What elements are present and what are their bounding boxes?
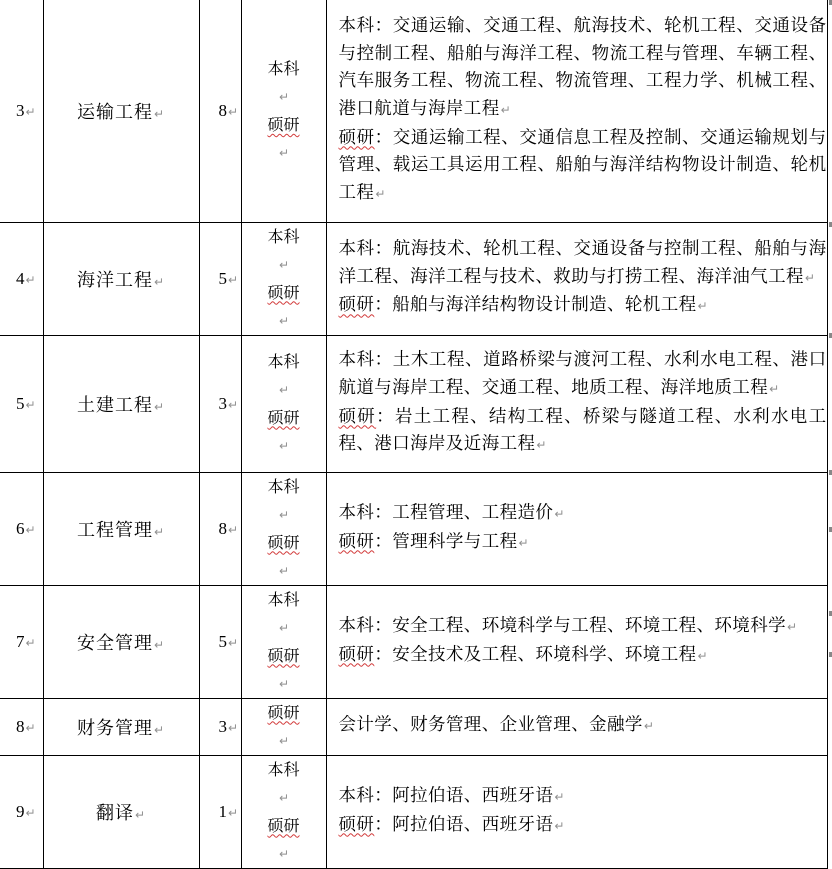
paragraph-mark-icon: ↵ xyxy=(228,805,239,820)
row-number: 4 xyxy=(16,268,25,288)
majors-paragraph xyxy=(339,13,827,124)
degree-level: 硕研 xyxy=(267,407,300,427)
paragraph-mark-icon: ↵ xyxy=(228,104,239,119)
direction-name: 工程管理 xyxy=(76,519,153,541)
paragraph-mark-icon: ↵ xyxy=(500,102,512,117)
table-row xyxy=(0,698,827,755)
paragraph-mark-icon: ↵ xyxy=(278,382,290,397)
table-row xyxy=(0,755,827,868)
degree-level-line xyxy=(242,529,326,585)
degree-level-line xyxy=(242,473,326,529)
degree-level-line xyxy=(242,699,326,755)
degree-level: 本科 xyxy=(267,58,300,78)
headcount-cell xyxy=(199,698,241,755)
paragraph-mark-icon: ↵ xyxy=(25,104,36,119)
paragraph-mark-icon: ↵ xyxy=(25,720,36,735)
degree-level-line xyxy=(242,111,326,167)
paragraph-mark-icon: ↵ xyxy=(278,620,290,635)
paragraph-mark-icon: ↵ xyxy=(153,637,166,652)
degree-level: 硕研 xyxy=(267,815,300,835)
paragraph-mark-icon: ↵ xyxy=(228,635,239,650)
majors-paragraph xyxy=(339,642,827,671)
majors-cell xyxy=(326,755,827,868)
degree-level: 硕研 xyxy=(267,645,300,665)
headcount-cell xyxy=(199,472,241,585)
degree-level-line xyxy=(242,55,326,111)
majors-text: 会计学、财务管理、企业管理、金融学 xyxy=(338,715,643,736)
majors-cell xyxy=(326,698,827,755)
majors-text: 硕研：阿拉伯语、西班牙语 xyxy=(338,814,554,835)
paragraph-mark-icon: ↵ xyxy=(278,145,290,160)
paragraph-mark-icon: ↵ xyxy=(278,438,290,453)
majors-paragraph xyxy=(339,347,827,403)
degree-level-cell xyxy=(241,698,326,755)
paragraph-mark-icon: ↵ xyxy=(518,535,529,550)
row-number-cell xyxy=(0,585,43,698)
degree-level-cell xyxy=(241,585,326,698)
direction-name: 土建工程 xyxy=(76,394,153,416)
degree-level: 本科 xyxy=(267,476,300,496)
majors-text: 本科：航海技术、轮机工程、交通设备与控制工程、船舶与海洋工程、海洋工程与技术、救助与打捞工程、海洋油气工程 xyxy=(338,239,827,287)
paragraph-mark-icon: ↵ xyxy=(278,846,290,861)
degree-prefix: 硕研 xyxy=(338,127,375,148)
paragraph-mark-icon: ↵ xyxy=(153,524,166,539)
headcount: 5 xyxy=(218,268,227,288)
degree-level-line xyxy=(242,348,326,404)
majors-text: 本科：土木工程、道路桥梁与渡河工程、水利水电工程、港口航道与海岸工程、交通工程、地质工程、海洋地质工程 xyxy=(338,350,827,398)
row-number-cell xyxy=(0,222,43,335)
majors-text: 硕研：岩土工程、结构工程、桥梁与隧道工程、水利水电工程、港口海岸及近海工程 xyxy=(338,406,827,455)
degree-level: 本科 xyxy=(267,589,300,609)
row-number: 3 xyxy=(16,100,25,120)
majors-text: 硕研：安全技术及工程、环境科学、环境工程 xyxy=(338,644,697,665)
majors-paragraph xyxy=(339,783,827,812)
majors-paragraph xyxy=(339,404,827,460)
row-number-cell xyxy=(0,698,43,755)
paragraph-mark-icon: ↵ xyxy=(278,790,290,805)
paragraph-mark-icon: ↵ xyxy=(25,805,36,820)
paragraph-mark-icon: ↵ xyxy=(25,272,36,287)
degree-level: 硕研 xyxy=(267,702,300,722)
majors-paragraph xyxy=(339,500,827,529)
direction-cell xyxy=(43,0,199,222)
majors-text: 本科：安全工程、环境科学与工程、环境工程、环境科学 xyxy=(338,615,786,636)
paragraph-mark-icon: ↵ xyxy=(278,733,290,748)
majors-text: 硕研：交通运输工程、交通信息工程及控制、交通运输规划与管理、载运工具运用工程、船舶与海洋结构物设计制造、轮机工程 xyxy=(338,127,827,203)
headcount: 8 xyxy=(218,518,227,538)
direction-cell xyxy=(43,335,199,472)
degree-level: 硕研 xyxy=(267,532,300,552)
majors-text: 本科：工程管理、工程造价 xyxy=(338,502,554,523)
degree-level-line xyxy=(242,642,326,698)
degree-level-cell xyxy=(241,0,326,222)
direction-cell xyxy=(43,585,199,698)
degree-level-cell xyxy=(241,335,326,472)
degree-level: 硕研 xyxy=(267,282,300,302)
table-row xyxy=(0,472,827,585)
paragraph-mark-icon: ↵ xyxy=(228,522,239,537)
majors-text: 本科：阿拉伯语、西班牙语 xyxy=(338,785,554,806)
direction-cell xyxy=(43,472,199,585)
degree-prefix: 硕研 xyxy=(338,406,377,427)
headcount: 3 xyxy=(218,716,227,736)
degree-level-line xyxy=(242,812,326,868)
paragraph-mark-icon: ↵ xyxy=(153,106,166,121)
degree-level-line xyxy=(242,586,326,642)
direction-name: 海洋工程 xyxy=(76,269,153,291)
paragraph-mark-icon: ↵ xyxy=(643,719,655,734)
row-number: 6 xyxy=(16,518,25,538)
degree-prefix: 硕研 xyxy=(338,531,375,552)
majors-cell xyxy=(326,222,827,335)
paragraph-mark-icon: ↵ xyxy=(134,807,147,822)
degree-prefix: 硕研 xyxy=(338,644,375,665)
direction-cell xyxy=(43,698,199,755)
majors-paragraph xyxy=(339,812,827,841)
headcount: 3 xyxy=(218,393,227,413)
direction-name: 安全管理 xyxy=(76,632,153,654)
majors-paragraph xyxy=(339,712,827,741)
majors-text: 硕研：管理科学与工程 xyxy=(338,531,518,552)
degree-level: 本科 xyxy=(267,226,300,246)
paragraph-mark-icon: ↵ xyxy=(278,676,290,691)
paragraph-mark-icon: ↵ xyxy=(536,438,547,453)
majors-paragraph xyxy=(339,292,827,321)
paragraph-mark-icon: ↵ xyxy=(554,506,565,521)
majors-text: 本科：交通运输、交通工程、航海技术、轮机工程、交通设备与控制工程、船舶与海洋工程、物流工程与管理、车辆工程、汽车服务工程、物流工程、物流管理、工程力学、机械工程、港口航道与海岸工程 xyxy=(338,16,827,119)
table-row xyxy=(0,335,827,472)
majors-paragraph xyxy=(339,529,827,558)
majors-cell xyxy=(326,335,827,472)
paragraph-mark-icon: ↵ xyxy=(153,399,166,414)
paragraph-mark-icon: ↵ xyxy=(554,789,565,804)
majors-cell xyxy=(326,472,827,585)
degree-prefix: 硕研 xyxy=(338,295,375,316)
paragraph-mark-icon: ↵ xyxy=(228,272,239,287)
paragraph-mark-icon: ↵ xyxy=(228,397,239,412)
paragraph-mark-icon: ↵ xyxy=(25,397,36,412)
paragraph-mark-icon: ↵ xyxy=(278,563,290,578)
degree-level-cell xyxy=(241,755,326,868)
paragraph-mark-icon: ↵ xyxy=(25,635,36,650)
degree-level: 硕研 xyxy=(267,114,300,134)
row-number: 9 xyxy=(16,801,25,821)
degree-level-cell xyxy=(241,472,326,585)
majors-cell xyxy=(326,0,827,222)
paragraph-mark-icon: ↵ xyxy=(787,619,798,634)
paragraph-mark-icon: ↵ xyxy=(697,648,708,663)
degree-level-line xyxy=(242,279,326,335)
degree-level-line xyxy=(242,223,326,279)
headcount-cell xyxy=(199,585,241,698)
paragraph-mark-icon: ↵ xyxy=(25,522,36,537)
paragraph-mark-icon: ↵ xyxy=(804,270,816,285)
paragraph-mark-icon: ↵ xyxy=(278,89,290,104)
headcount: 1 xyxy=(218,801,227,821)
degree-prefix: 硕研 xyxy=(338,814,375,835)
paragraph-mark-icon: ↵ xyxy=(153,722,166,737)
direction-cell xyxy=(43,222,199,335)
paragraph-mark-icon: ↵ xyxy=(228,720,239,735)
row-number: 7 xyxy=(16,631,25,651)
row-number-cell xyxy=(0,335,43,472)
headcount-cell xyxy=(199,222,241,335)
paragraph-mark-icon: ↵ xyxy=(278,507,290,522)
direction-name: 财务管理 xyxy=(76,717,153,739)
row-number-cell xyxy=(0,472,43,585)
paragraph-mark-icon: ↵ xyxy=(697,299,708,314)
headcount: 8 xyxy=(218,100,227,120)
direction-name: 运输工程 xyxy=(76,101,153,123)
paragraph-mark-icon: ↵ xyxy=(375,186,386,201)
direction-name: 翻译 xyxy=(95,802,134,824)
majors-paragraph xyxy=(339,613,827,642)
majors-paragraph xyxy=(339,236,827,292)
row-number-cell xyxy=(0,755,43,868)
degree-level-line xyxy=(242,404,326,460)
paragraph-mark-icon: ↵ xyxy=(554,818,565,833)
paragraph-mark-icon: ↵ xyxy=(153,274,166,289)
degree-level-cell xyxy=(241,222,326,335)
headcount-cell xyxy=(199,755,241,868)
headcount-cell xyxy=(199,335,241,472)
direction-cell xyxy=(43,755,199,868)
majors-cell xyxy=(326,585,827,698)
row-number: 8 xyxy=(16,716,25,736)
majors-text: 硕研：船舶与海洋结构物设计制造、轮机工程 xyxy=(338,295,697,316)
table-row xyxy=(0,222,827,335)
headcount-cell xyxy=(199,0,241,222)
table-row xyxy=(0,0,827,222)
degree-level: 本科 xyxy=(267,759,300,779)
headcount: 5 xyxy=(218,631,227,651)
paragraph-mark-icon: ↵ xyxy=(769,381,780,396)
paragraph-mark-icon: ↵ xyxy=(278,257,290,272)
row-number: 5 xyxy=(16,393,25,413)
degree-level-line xyxy=(242,756,326,812)
degree-level: 本科 xyxy=(267,351,300,371)
row-number-cell xyxy=(0,0,43,222)
majors-paragraph xyxy=(339,125,827,209)
paragraph-mark-icon: ↵ xyxy=(278,313,290,328)
table-row xyxy=(0,585,827,698)
